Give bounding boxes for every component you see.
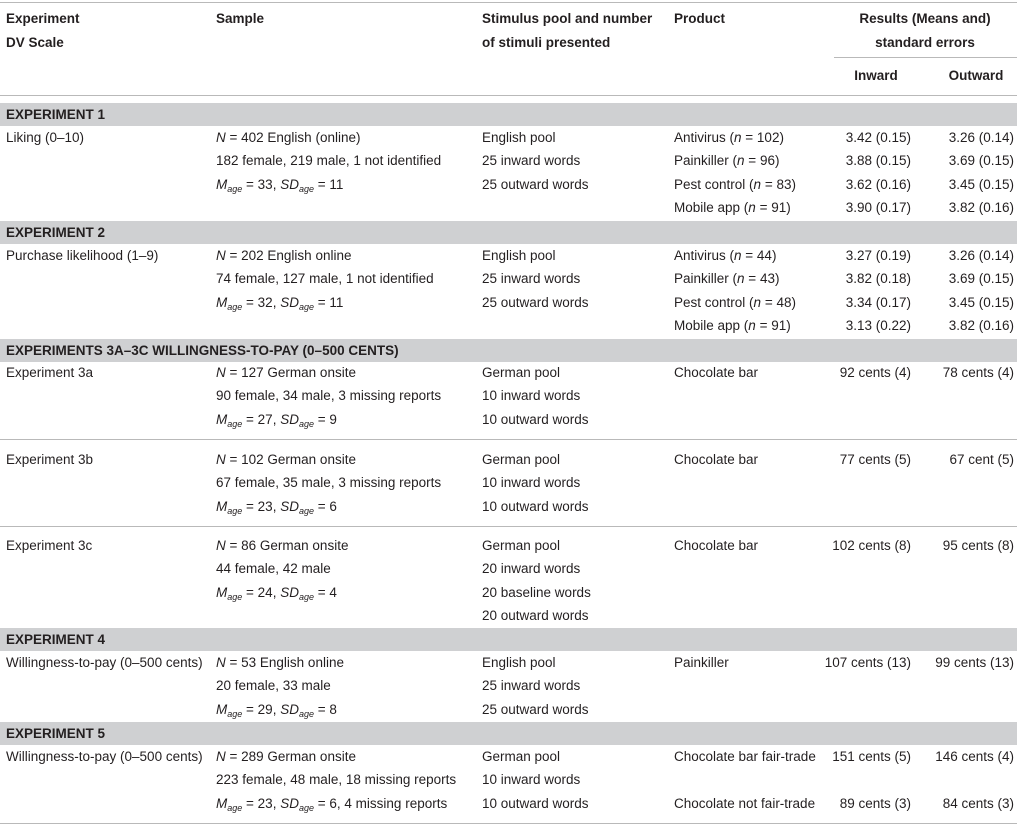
product-name: Antivirus (n = 102) [674,130,784,145]
cell-text: German pool [482,365,561,380]
header-inward: Inward [854,68,898,83]
cell-text: 23 [257,795,273,811]
dv-scale-cell [6,655,203,670]
cell-text: 44 female, 42 male [216,561,331,577]
cell-text: German pool [482,452,561,467]
cell-text: 11 [329,294,344,310]
cell-text: 20 outward words [482,608,589,624]
header-outward: Outward [948,68,1004,83]
cell-text: Chocolate bar [674,365,759,380]
inward-value [800,271,911,286]
section-title: EXPERIMENT 2 [6,225,106,240]
sample-n: N = 53 English online [216,655,344,670]
inward-value [800,130,911,145]
cell-text: 11 [329,176,344,192]
inward-value [800,248,911,263]
cell-text: 27 [257,411,273,427]
cell-text: 96 [759,153,775,169]
sample-gender [216,271,434,286]
product-name: Mobile app (n = 91) [674,318,791,334]
sample-age: $M_{age} = 23$, $SD_{age} = 6$, 4 missing reports [216,795,448,813]
outward-value [900,749,1014,764]
cell-text: 25 inward words [482,271,581,287]
cell-text: Antivirus [674,130,726,145]
inward-value [800,749,911,764]
cell-text: 3.82 (0.18) [845,271,911,287]
sample-n: N = 127 German onsite [216,365,356,380]
product-name [674,452,758,467]
cell-text: German pool [482,749,561,764]
cell-text: 10 inward words [482,475,581,491]
cell-text: 3.34 (0.17) [845,294,911,310]
cell-text: Willingness-to-pay (0–500 cents) [6,749,203,764]
sample-n: N = 402 English (online) [216,130,361,145]
stimulus-line [482,271,580,286]
inward-value [800,452,911,467]
product-name: Painkiller (n = 96) [674,153,780,169]
cell-text: 20 baseline words [482,584,591,600]
product-name: Pest control (n = 83) [674,176,796,192]
cell-text: 6 [329,498,337,514]
cell-text: 182 female, 219 male, 1 not identified [216,153,442,169]
cell-text: 25 outward words [482,701,589,717]
sample-gender [216,475,441,490]
cell-text: 74 female, 127 male, 1 not identified [216,271,434,287]
stimulus-line [482,248,556,263]
cell-text: 3.69 (0.15) [948,153,1014,169]
stimulus-line [482,499,589,514]
stimulus-line [482,678,580,693]
sample-n: N = 202 English online [216,248,352,263]
outward-value [900,130,1014,145]
sample-n: N = 289 German onsite [216,749,356,764]
cell-text: 44 [756,248,772,263]
sample-age: $M_{age} = 32$, $SD_{age} = 11$ [216,294,344,312]
cell-text: 102 cents (8) [832,538,911,553]
cell-text: Antivirus [674,248,726,263]
inward-value [800,200,911,215]
cell-text: 67 female, 35 male, 3 missing reports [216,475,442,491]
cell-text: 20 female, 33 male [216,678,331,694]
cell-text: 151 cents (5) [832,749,911,764]
outward-value [900,796,1014,811]
sample-age: $M_{age} = 24$, $SD_{age} = 4$ [216,584,337,602]
outward-value [900,248,1014,263]
section-title: EXPERIMENT 4 [6,632,106,647]
cell-text: 78 cents (4) [942,365,1014,380]
cell-text: 29 [257,701,273,717]
stimulus-line [482,388,580,403]
cell-text: Liking (0–10) [6,130,85,145]
cell-text: 83 [776,176,792,192]
cell-text: 289 German onsite [241,749,356,764]
stimulus-line [482,749,560,764]
cell-text: Experiment 3c [6,538,93,553]
outward-value [900,538,1014,553]
cell-text: 4 [329,584,337,600]
section-title: EXPERIMENT 1 [6,107,106,122]
cell-text: 92 cents (4) [839,365,911,380]
cell-text: 223 female, 48 male, 18 missing reports [216,772,457,788]
section-band [0,722,1017,745]
cell-text: 3.90 (0.17) [845,200,911,216]
cell-text: 8 [329,701,337,717]
cell-text: 91 [771,200,787,216]
cell-text: 10 outward words [482,411,589,427]
stimulus-line [482,295,589,310]
cell-text: 32 [257,294,273,310]
cell-text: 67 cent (5) [949,452,1014,467]
cell-text: 25 inward words [482,153,581,169]
sample-age: $M_{age} = 29$, $SD_{age} = 8$ [216,701,337,719]
stimulus-line [482,452,560,467]
section-title: EXPERIMENT 5 [6,726,106,741]
stimulus-line [482,585,591,600]
cell-text: Chocolate bar [674,452,759,467]
row-rule [0,526,1017,527]
header-dv-scale: DV Scale [6,35,64,50]
inward-value [800,538,911,553]
header-results-2: standard errors [875,35,975,50]
inward-value [800,177,911,192]
cell-text: 10 outward words [482,795,589,811]
cell-text: Chocolate bar fair-trade [674,749,816,764]
stimulus-line [482,130,556,145]
stimulus-line [482,365,560,380]
stimulus-line [482,177,589,192]
sample-gender [216,678,331,693]
outward-value [900,365,1014,380]
header-product: Product [674,11,726,26]
cell-text: 25 outward words [482,294,589,310]
cell-text: 10 inward words [482,388,581,404]
cell-text: 48 [776,294,792,310]
stimulus-line [482,561,580,576]
cell-text: 202 English online [241,248,352,263]
dv-scale-cell [6,452,93,467]
cell-text: 43 [759,271,775,287]
cell-text: 33 [257,176,273,192]
stimulus-line [482,608,589,623]
cell-text: Willingness-to-pay (0–500 cents) [6,655,203,670]
header-bottom-rule [0,95,1017,96]
sample-age: $M_{age} = 27$, $SD_{age} = 9$ [216,411,337,429]
cell-text: 84 cents (3) [942,795,1014,811]
cell-text: , 4 missing reports [336,795,448,811]
sample-n: N = 102 German onsite [216,452,356,467]
cell-text: 86 German onsite [241,538,349,553]
results-divider [834,57,1017,58]
cell-text: Mobile app [674,200,741,216]
cell-text: 146 cents (4) [935,749,1014,764]
product-name [674,365,758,380]
cell-text: English pool [482,130,556,145]
cell-text: Painkiller [674,153,729,169]
cell-text: 23 [257,498,273,514]
cell-text: 3.69 (0.15) [948,271,1014,287]
sample-age: $M_{age} = 23$, $SD_{age} = 6$ [216,498,337,516]
product-name: Pest control (n = 48) [674,294,796,310]
stimulus-line [482,772,580,787]
cell-text: 3.45 (0.15) [948,294,1014,310]
sample-n: N = 86 German onsite [216,538,349,553]
cell-text: Mobile app [674,318,741,334]
stimulus-line [482,702,589,717]
cell-text: 99 cents (13) [935,655,1014,670]
cell-text: 3.13 (0.22) [845,318,911,334]
cell-text: 90 female, 34 male, 3 missing reports [216,388,442,404]
stimulus-line [482,412,589,427]
cell-text: 6 [329,795,337,811]
dv-scale-cell [6,130,84,145]
header-sample: Sample [216,11,265,26]
cell-text: 3.45 (0.15) [948,176,1014,192]
sample-gender [216,388,441,403]
cell-text: 10 outward words [482,498,589,514]
dv-scale-cell [6,538,92,553]
cell-text: 10 inward words [482,772,581,788]
cell-text: 77 cents (5) [839,452,911,467]
sample-gender [216,772,456,787]
inward-value [800,295,911,310]
cell-text: 3.82 (0.16) [948,318,1014,334]
outward-value [900,153,1014,168]
cell-text: English pool [482,248,556,263]
product-name: Mobile app (n = 91) [674,200,791,216]
dv-scale-cell [6,749,203,764]
outward-value [900,655,1014,670]
sample-gender [216,561,331,576]
cell-text: Chocolate not fair-trade [674,795,816,811]
section-band [0,103,1017,126]
row-rule [0,439,1017,440]
cell-text: 402 English (online) [241,130,361,145]
product-name: Painkiller (n = 43) [674,271,780,287]
cell-text: 25 outward words [482,176,589,192]
cell-text: Experiment 3a [6,365,94,380]
cell-text: Purchase likelihood (1–9) [6,248,159,263]
cell-text: 3.26 (0.14) [948,248,1014,263]
inward-value [800,655,911,670]
product-name [674,796,815,811]
inward-value [800,153,911,168]
cell-text: 25 inward words [482,678,581,694]
section-title: EXPERIMENTS 3A–3C WILLINGNESS-TO-PAY (0–500 CENTS) [6,343,399,358]
cell-text: 20 inward words [482,561,581,577]
outward-value [900,295,1014,310]
stimulus-line [482,796,589,811]
cell-text: 127 German onsite [241,365,356,380]
cell-text: 9 [329,411,337,427]
header-experiment: Experiment [6,11,80,26]
outward-value [900,318,1014,333]
inward-value [800,796,911,811]
cell-text: 107 cents (13) [824,655,911,670]
stimulus-line [482,475,580,490]
cell-text: English pool [482,655,556,670]
outward-value [900,271,1014,286]
cell-text: 102 German onsite [241,452,356,467]
dv-scale-cell [6,248,158,263]
cell-text: 53 English online [241,655,344,670]
sample-age: $M_{age} = 33$, $SD_{age} = 11$ [216,176,344,194]
cell-text: Pest control [674,176,746,192]
cell-text: 3.82 (0.16) [948,200,1014,216]
outward-value [900,177,1014,192]
cell-text: 3.62 (0.16) [845,176,911,192]
header-stimulus-2: of stimuli presented [482,35,611,50]
dv-scale-cell [6,365,93,380]
header-stimulus-1: Stimulus pool and number [482,11,653,26]
cell-text: 95 cents (8) [942,538,1014,553]
stimulus-line [482,655,556,670]
product-name [674,538,758,553]
cell-text: 24 [257,584,273,600]
header-results-1: Results (Means and) [859,11,991,26]
outward-value [900,452,1014,467]
inward-value [800,318,911,333]
cell-text: 102 [756,130,780,145]
stimulus-line [482,538,560,553]
cell-text: Experiment 3b [6,452,94,467]
sample-gender [216,153,441,168]
top-rule [0,2,1017,3]
cell-text: 3.42 (0.15) [845,130,911,145]
stimulus-line [482,153,580,168]
product-name: Antivirus (n = 44) [674,248,777,263]
section-band [0,628,1017,651]
cell-text: German pool [482,538,561,553]
product-name [674,655,729,670]
inward-value [800,365,911,380]
cell-text: Painkiller [674,655,729,670]
cell-text: Chocolate bar [674,538,759,553]
section-band [0,339,1017,362]
cell-text: 3.26 (0.14) [948,130,1014,145]
cell-text: Pest control [674,294,746,310]
cell-text: 3.27 (0.19) [845,248,911,263]
product-name [674,749,816,764]
cell-text: Painkiller [674,271,729,287]
row-rule [0,823,1017,824]
outward-value [900,200,1014,215]
cell-text: 3.88 (0.15) [845,153,911,169]
section-band [0,221,1017,244]
cell-text: 91 [771,318,787,334]
cell-text: 89 cents (3) [839,795,911,811]
